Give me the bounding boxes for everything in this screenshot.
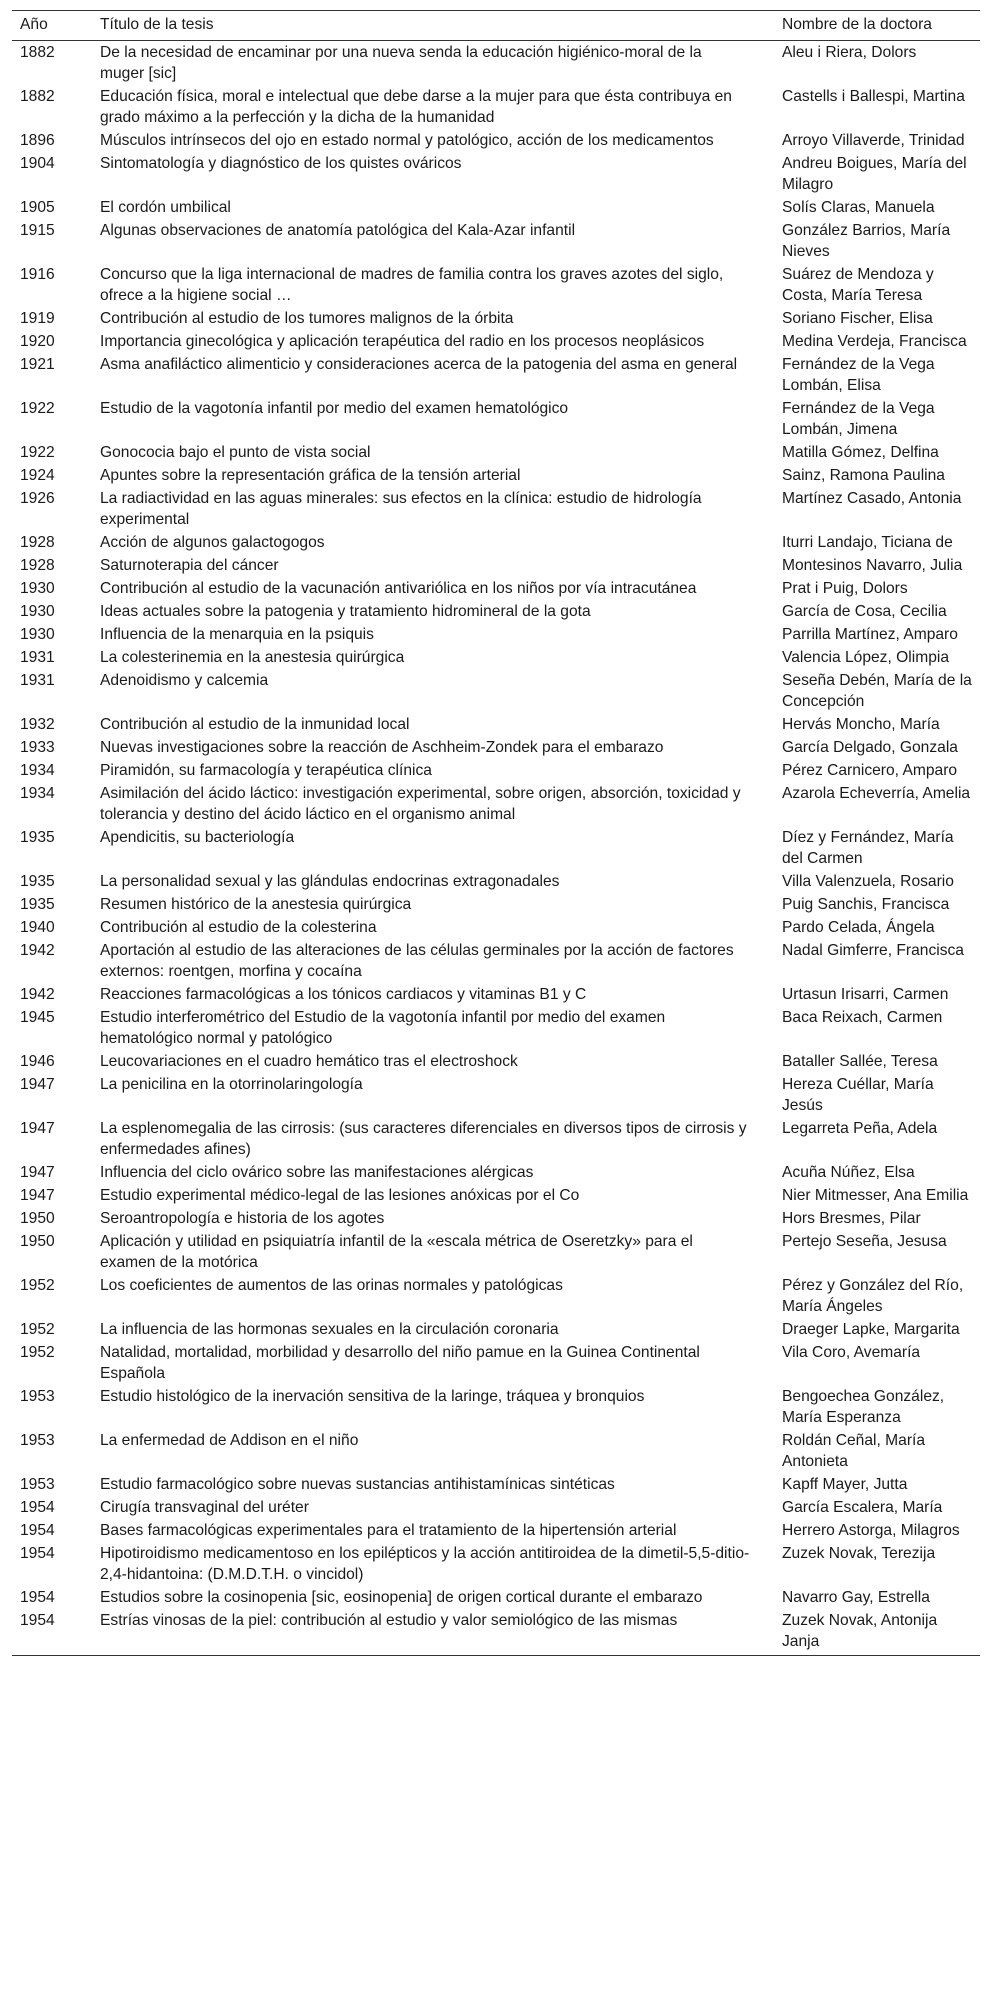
title-cell: Estudio interferométrico del Estudio de la vagotonía infantil por medio del examen hematológico normal y patológico xyxy=(100,1009,666,1047)
table-row xyxy=(12,1073,980,1117)
title-cell: La penicilina en la otorrinolaringología xyxy=(100,1076,363,1093)
year-cell: 1930 xyxy=(20,603,55,620)
title-cell: Influencia de la menarquia en la psiquis xyxy=(100,626,374,643)
name-cell: Hervás Moncho, María xyxy=(782,716,940,733)
name-cell: Navarro Gay, Estrella xyxy=(782,1589,930,1606)
name-cell: Villa Valenzuela, Rosario xyxy=(782,873,954,890)
name-cell: Sainz, Ramona Paulina xyxy=(782,467,945,484)
year-cell: 1928 xyxy=(20,557,55,574)
table-row xyxy=(12,1473,980,1496)
title-cell: Hipotiroidismo medicamentoso en los epilépticos y la acción antitiroidea de la dimetil-5,5-ditio-2,4-hidantoina: (D.M.D.T.H. o vincidol) xyxy=(100,1545,750,1583)
title-cell: Sintomatología y diagnóstico de los quistes ováricos xyxy=(100,155,462,172)
table-body xyxy=(12,41,980,1656)
year-cell: 1945 xyxy=(20,1009,55,1026)
name-cell: Medina Verdeja, Francisca xyxy=(782,333,967,350)
title-cell: Asimilación del ácido láctico: investigación experimental, sobre origen, absorción, toxicidad y tolerancia y destino del ácido láctico en el organismo animal xyxy=(100,785,741,823)
year-cell: 1932 xyxy=(20,716,55,733)
name-cell: Vila Coro, Avemaría xyxy=(782,1344,921,1361)
name-cell: Arroyo Villaverde, Trinidad xyxy=(782,132,965,149)
title-cell: Nuevas investigaciones sobre la reacción de Aschheim-Zondek para el embarazo xyxy=(100,739,664,756)
title-cell: Estudio histológico de la inervación sensitiva de la laringe, tráquea y bronquios xyxy=(100,1388,645,1405)
title-cell: Ideas actuales sobre la patogenia y tratamiento hidromineral de la gota xyxy=(100,603,591,620)
name-cell: Legarreta Peña, Adela xyxy=(782,1120,938,1137)
header-year: Año xyxy=(12,11,92,41)
title-cell: Natalidad, mortalidad, morbilidad y desarrollo del niño pamue en la Guinea Continental Española xyxy=(100,1344,700,1382)
title-cell: Educación física, moral e intelectual que debe darse a la mujer para que ésta contribuya en grado máximo a la perfección y la dicha de la humanidad xyxy=(100,88,732,126)
table-row xyxy=(12,623,980,646)
table-row xyxy=(12,983,980,1006)
name-cell: Nier Mitmesser, Ana Emilia xyxy=(782,1187,969,1204)
title-cell: Saturnoterapia del cáncer xyxy=(100,557,279,574)
table-row xyxy=(12,600,980,623)
table-row xyxy=(12,1496,980,1519)
table-row xyxy=(12,1586,980,1609)
title-cell: La esplenomegalia de las cirrosis: (sus caracteres diferenciales en diversos tipos de cirrosis y enfermedades afines) xyxy=(100,1120,747,1158)
name-cell: García de Cosa, Cecilia xyxy=(782,603,947,620)
title-cell: Contribución al estudio de la inmunidad local xyxy=(100,716,410,733)
table-row xyxy=(12,330,980,353)
year-cell: 1952 xyxy=(20,1344,55,1361)
year-cell: 1947 xyxy=(20,1187,55,1204)
header-name: Nombre de la doctora xyxy=(774,11,980,41)
title-cell: Adenoidismo y calcemia xyxy=(100,672,269,689)
title-cell: Importancia ginecológica y aplicación terapéutica del radio en los procesos neoplásicos xyxy=(100,333,705,350)
year-cell: 1953 xyxy=(20,1476,55,1493)
name-cell: Acuña Núñez, Elsa xyxy=(782,1164,915,1181)
title-cell: La radiactividad en las aguas minerales: sus efectos en la clínica: estudio de hidrología experimental xyxy=(100,490,702,528)
name-cell: Andreu Boigues, María del Milagro xyxy=(782,155,967,193)
table-row xyxy=(12,1519,980,1542)
name-cell: Hors Bresmes, Pilar xyxy=(782,1210,921,1227)
table-row xyxy=(12,1341,980,1385)
table-row xyxy=(12,646,980,669)
year-cell: 1928 xyxy=(20,534,55,551)
name-cell: Draeger Lapke, Margarita xyxy=(782,1321,960,1338)
name-cell: Castells i Ballespi, Martina xyxy=(782,88,965,105)
year-cell: 1953 xyxy=(20,1388,55,1405)
title-cell: Contribución al estudio de la colesterina xyxy=(100,919,377,936)
title-cell: Algunas observaciones de anatomía patológica del Kala-Azar infantil xyxy=(100,222,576,239)
year-cell: 1947 xyxy=(20,1120,55,1137)
table-row xyxy=(12,85,980,129)
name-cell: Suárez de Mendoza y Costa, María Teresa xyxy=(782,266,934,304)
title-cell: La personalidad sexual y las glándulas endocrinas extragonadales xyxy=(100,873,560,890)
table-row xyxy=(12,1609,980,1656)
name-cell: Pérez y González del Río, María Ángeles xyxy=(782,1277,964,1315)
year-cell: 1905 xyxy=(20,199,55,216)
table-row xyxy=(12,1385,980,1429)
name-cell: Pertejo Seseña, Jesusa xyxy=(782,1233,947,1250)
name-cell: Urtasun Irisarri, Carmen xyxy=(782,986,949,1003)
year-cell: 1934 xyxy=(20,762,55,779)
name-cell: Pérez Carnicero, Amparo xyxy=(782,762,958,779)
name-cell: García Escalera, María xyxy=(782,1499,943,1516)
table-row xyxy=(12,939,980,983)
year-cell: 1942 xyxy=(20,942,55,959)
table-row xyxy=(12,487,980,531)
table-row xyxy=(12,353,980,397)
year-cell: 1926 xyxy=(20,490,55,507)
title-cell: Estrías vinosas de la piel: contribución al estudio y valor semiológico de las mismas xyxy=(92,1609,774,1656)
year-cell: 1882 xyxy=(20,44,55,61)
year-cell: 1954 xyxy=(20,1522,55,1539)
year-cell: 1942 xyxy=(20,986,55,1003)
title-cell: Estudio de la vagotonía infantil por medio del examen hematológico xyxy=(100,400,569,417)
header-title: Título de la tesis xyxy=(92,11,774,41)
title-cell: Músculos intrínsecos del ojo en estado normal y patológico, acción de los medicamentos xyxy=(100,132,714,149)
name-cell: Matilla Gómez, Delfina xyxy=(782,444,939,461)
year-cell: 1952 xyxy=(20,1277,55,1294)
title-cell: Apendicitis, su bacteriología xyxy=(100,829,295,846)
name-cell: Nadal Gimferre, Francisca xyxy=(782,942,964,959)
title-cell: Estudio experimental médico-legal de las lesiones anóxicas por el Co xyxy=(100,1187,580,1204)
year-cell: 1922 xyxy=(20,400,55,417)
name-cell: Valencia López, Olimpia xyxy=(782,649,950,666)
title-cell: Contribución al estudio de la vacunación antivariólica en los niños por vía intracutánea xyxy=(100,580,697,597)
year-cell: 1921 xyxy=(20,356,55,373)
title-cell: Apuntes sobre la representación gráfica de la tensión arterial xyxy=(100,467,521,484)
table-row xyxy=(12,870,980,893)
name-cell: Díez y Fernández, María del Carmen xyxy=(782,829,954,867)
name-cell: Parrilla Martínez, Amparo xyxy=(782,626,958,643)
title-cell: La influencia de las hormonas sexuales en la circulación coronaria xyxy=(100,1321,559,1338)
title-cell: Reacciones farmacológicas a los tónicos cardiacos y vitaminas B1 y C xyxy=(100,986,587,1003)
table-row xyxy=(12,1207,980,1230)
table-row xyxy=(12,1274,980,1318)
table-row xyxy=(12,397,980,441)
name-cell: Kapff Mayer, Jutta xyxy=(782,1476,908,1493)
table-row xyxy=(12,893,980,916)
table-row xyxy=(12,1161,980,1184)
table-row xyxy=(12,441,980,464)
title-cell: Aplicación y utilidad en psiquiatría infantil de la «escala métrica de Oseretzky» para el examen de la motórica xyxy=(100,1233,693,1271)
name-cell: Bengoechea González, María Esperanza xyxy=(782,1388,945,1426)
table-row xyxy=(12,196,980,219)
name-cell: Martínez Casado, Antonia xyxy=(782,490,962,507)
name-cell: Seseña Debén, María de la Concepción xyxy=(782,672,972,710)
name-cell: Herrero Astorga, Milagros xyxy=(782,1522,960,1539)
name-cell: Zuzek Novak, Antonija Janja xyxy=(774,1609,980,1656)
table-header xyxy=(12,11,980,41)
year-cell: 1934 xyxy=(20,785,55,802)
title-cell: Asma anafiláctico alimenticio y consideraciones acerca de la patogenia del asma en general xyxy=(100,356,738,373)
year-cell: 1954 xyxy=(20,1589,55,1606)
year-cell: 1952 xyxy=(20,1321,55,1338)
name-cell: Prat i Puig, Dolors xyxy=(782,580,908,597)
table-row xyxy=(12,826,980,870)
name-cell: Zuzek Novak, Terezija xyxy=(782,1545,936,1562)
title-cell: Contribución al estudio de los tumores malignos de la órbita xyxy=(100,310,514,327)
year-cell: 1922 xyxy=(20,444,55,461)
name-cell: Pardo Celada, Ángela xyxy=(782,919,935,936)
table-row xyxy=(12,1184,980,1207)
name-cell: Roldán Ceñal, María Antonieta xyxy=(782,1432,926,1470)
title-cell: La enfermedad de Addison en el niño xyxy=(100,1432,359,1449)
year-cell: 1930 xyxy=(20,580,55,597)
year-cell: 1950 xyxy=(20,1233,55,1250)
year-cell: 1940 xyxy=(20,919,55,936)
table-row xyxy=(12,219,980,263)
year-cell: 1935 xyxy=(20,896,55,913)
title-cell: De la necesidad de encaminar por una nueva senda la educación higiénico-moral de la muger [sic] xyxy=(100,44,702,82)
title-cell: Seroantropología e historia de los agotes xyxy=(100,1210,385,1227)
table-row xyxy=(12,263,980,307)
table-row xyxy=(12,916,980,939)
table-row xyxy=(12,1230,980,1274)
name-cell: Solís Claras, Manuela xyxy=(782,199,935,216)
year-cell: 1954 xyxy=(20,1499,55,1516)
year-cell: 1954 xyxy=(12,1609,92,1656)
table-row xyxy=(12,1006,980,1050)
name-cell: Aleu i Riera, Dolors xyxy=(782,44,917,61)
table-row xyxy=(12,1117,980,1161)
header-row xyxy=(12,11,980,41)
table-row xyxy=(12,1318,980,1341)
table-row xyxy=(12,554,980,577)
table-row xyxy=(12,307,980,330)
year-cell: 1916 xyxy=(20,266,55,283)
title-cell: El cordón umbilical xyxy=(100,199,231,216)
year-cell: 1924 xyxy=(20,467,55,484)
title-cell: Aportación al estudio de las alteraciones de las células germinales por la acción de factores externos: roentgen, morfina y cocaína xyxy=(100,942,734,980)
table-row xyxy=(12,531,980,554)
name-cell: Iturri Landajo, Ticiana de xyxy=(782,534,953,551)
year-cell: 1882 xyxy=(20,88,55,105)
table-row xyxy=(12,713,980,736)
title-cell: Bases farmacológicas experimentales para el tratamiento de la hipertensión arterial xyxy=(100,1522,677,1539)
year-cell: 1920 xyxy=(20,333,55,350)
name-cell: Fernández de la Vega Lombán, Elisa xyxy=(782,356,935,394)
title-cell: Piramidón, su farmacología y terapéutica clínica xyxy=(100,762,432,779)
name-cell: García Delgado, Gonzala xyxy=(782,739,958,756)
year-cell: 1904 xyxy=(20,155,55,172)
year-cell: 1931 xyxy=(20,649,55,666)
table-row xyxy=(12,1429,980,1473)
title-cell: Estudio farmacológico sobre nuevas sustancias antihistamínicas sintéticas xyxy=(100,1476,615,1493)
year-cell: 1950 xyxy=(20,1210,55,1227)
year-cell: 1930 xyxy=(20,626,55,643)
name-cell: Baca Reixach, Carmen xyxy=(782,1009,943,1026)
name-cell: González Barrios, María Nieves xyxy=(782,222,951,260)
title-cell: Estudios sobre la cosinopenia [sic, eosinopenia] de origen cortical durante el embarazo xyxy=(100,1589,703,1606)
year-cell: 1946 xyxy=(20,1053,55,1070)
name-cell: Fernández de la Vega Lombán, Jimena xyxy=(782,400,935,438)
title-cell: Acción de algunos galactogogos xyxy=(100,534,325,551)
table-row xyxy=(12,577,980,600)
table-row xyxy=(12,1050,980,1073)
year-cell: 1935 xyxy=(20,873,55,890)
name-cell: Montesinos Navarro, Julia xyxy=(782,557,963,574)
year-cell: 1931 xyxy=(20,672,55,689)
name-cell: Puig Sanchis, Francisca xyxy=(782,896,950,913)
name-cell: Soriano Fischer, Elisa xyxy=(782,310,933,327)
table-row xyxy=(12,152,980,196)
year-cell: 1935 xyxy=(20,829,55,846)
title-cell: Gonococia bajo el punto de vista social xyxy=(100,444,371,461)
year-cell: 1947 xyxy=(20,1076,55,1093)
table-row xyxy=(12,129,980,152)
table-row xyxy=(12,736,980,759)
title-cell: Influencia del ciclo ovárico sobre las manifestaciones alérgicas xyxy=(100,1164,534,1181)
table-row xyxy=(12,464,980,487)
table-row xyxy=(12,759,980,782)
table-row xyxy=(12,41,980,86)
table-row xyxy=(12,1542,980,1586)
name-cell: Hereza Cuéllar, María Jesús xyxy=(782,1076,934,1114)
year-cell: 1953 xyxy=(20,1432,55,1449)
year-cell: 1896 xyxy=(20,132,55,149)
thesis-table xyxy=(12,10,980,1656)
title-cell: Concurso que la liga internacional de madres de familia contra los graves azotes del siglo, ofrece a la higiene social … xyxy=(100,266,724,304)
year-cell: 1933 xyxy=(20,739,55,756)
name-cell: Azarola Echeverría, Amelia xyxy=(782,785,971,802)
table-row xyxy=(12,669,980,713)
title-cell: Leucovariaciones en el cuadro hemático tras el electroshock xyxy=(100,1053,518,1070)
title-cell: Resumen histórico de la anestesia quirúrgica xyxy=(100,896,412,913)
name-cell: Bataller Sallée, Teresa xyxy=(782,1053,938,1070)
title-cell: La colesterinemia en la anestesia quirúrgica xyxy=(100,649,405,666)
table-row xyxy=(12,782,980,826)
year-cell: 1954 xyxy=(20,1545,55,1562)
title-cell: Los coeficientes de aumentos de las orinas normales y patológicas xyxy=(100,1277,563,1294)
year-cell: 1947 xyxy=(20,1164,55,1181)
year-cell: 1915 xyxy=(20,222,55,239)
year-cell: 1919 xyxy=(20,310,55,327)
title-cell: Cirugía transvaginal del uréter xyxy=(100,1499,309,1516)
